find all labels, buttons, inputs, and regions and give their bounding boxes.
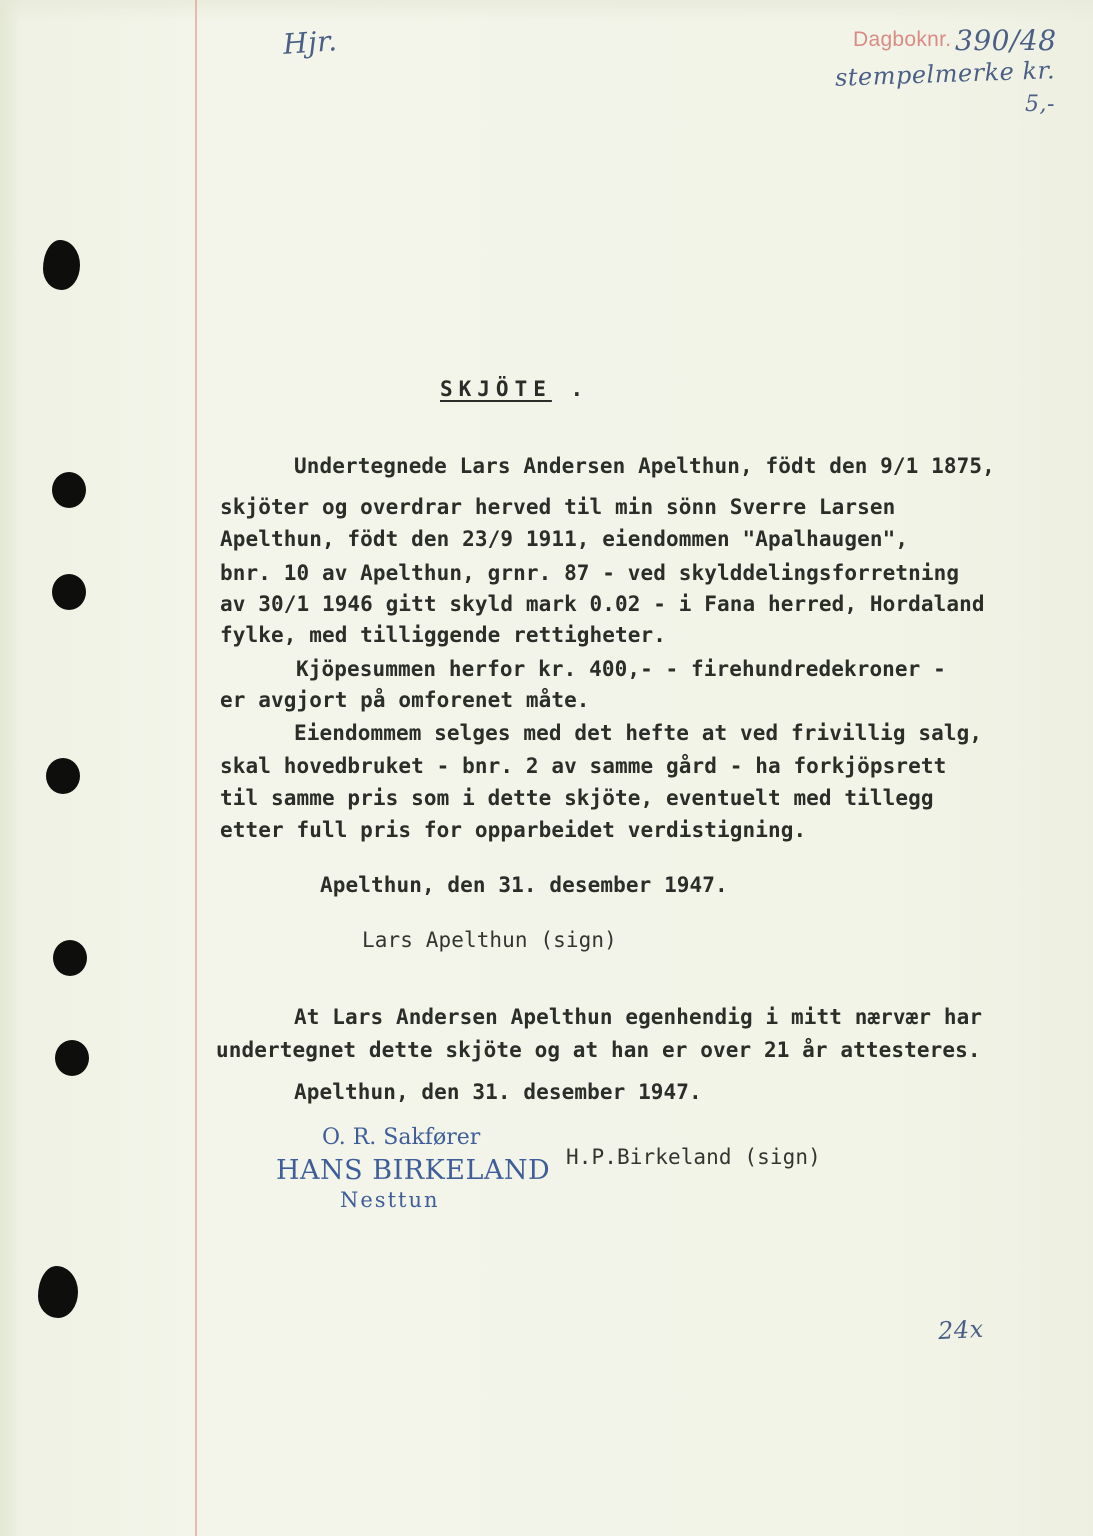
body-line: skal hovedbruket - bnr. 2 av samme gård - ha forkjöpsrett xyxy=(220,754,947,778)
body-line: Eiendommem selges med det hefte at ved frivillig salg, xyxy=(294,721,983,745)
margin-rule xyxy=(195,0,197,1536)
stamp-duty-amount: 5,- xyxy=(1025,92,1055,117)
signature-line: Lars Apelthun (sign) xyxy=(362,928,617,952)
place-date: Apelthun, den 31. desember 1947. xyxy=(294,1080,702,1104)
body-line: skjöter og overdrar herved til min sönn Sverre Larsen xyxy=(220,495,896,519)
page-left-shadow xyxy=(0,0,20,1536)
punch-hole-icon xyxy=(53,940,87,976)
journal-number: 390/48 xyxy=(955,24,1057,57)
body-line: til samme pris som i dette skjöte, eventuelt med tillegg xyxy=(220,786,934,810)
attestation-line: At Lars Andersen Apelthun egenhendig i mitt nærvær har xyxy=(294,1005,983,1029)
punch-hole-icon xyxy=(52,574,86,610)
document-title xyxy=(440,377,589,401)
signature-line: H.P.Birkeland (sign) xyxy=(566,1145,821,1169)
stamp-duty-note: stempelmerke kr. xyxy=(834,56,1056,92)
body-line: etter full pris for opparbeidet verdistigning. xyxy=(220,818,807,842)
body-line: Apelthun, födt den 23/9 1911, eiendommen "Apalhaugen", xyxy=(220,527,909,551)
rubber-stamp-line: Nesttun xyxy=(340,1188,440,1212)
body-line: Kjöpesummen herfor kr. 400,- - firehundredekroner - xyxy=(296,657,946,681)
body-line: Undertegnede Lars Andersen Apelthun, födt den 9/1 1875, xyxy=(294,454,995,478)
place-date: Apelthun, den 31. desember 1947. xyxy=(320,873,728,897)
handwritten-initials: Hjr. xyxy=(281,24,339,61)
document-title-text: SKJÖTE xyxy=(440,377,552,401)
punch-hole-icon xyxy=(46,758,80,794)
punch-hole-icon xyxy=(38,1266,78,1318)
body-line: bnr. 10 av Apelthun, grnr. 87 - ved skylddelingsforretning xyxy=(220,561,960,585)
body-line: fylke, med tilliggende rettigheter. xyxy=(220,623,667,647)
rubber-stamp-line: O. R. Sakfører xyxy=(322,1125,481,1150)
journal-stamp-label: Dagboknr. xyxy=(853,28,952,51)
punch-hole-icon xyxy=(43,240,80,290)
punch-hole-icon xyxy=(55,1040,89,1076)
body-line: er avgjort på omforenet måte. xyxy=(220,688,590,712)
punch-hole-icon xyxy=(52,472,86,508)
rubber-stamp-line: HANS BIRKELAND xyxy=(276,1155,551,1186)
body-line: av 30/1 1946 gitt skyld mark 0.02 - i Fana herred, Hordaland xyxy=(220,592,985,616)
document-title-period: . xyxy=(570,377,590,401)
attestation-line: undertegnet dette skjöte og at han er over 21 år attesteres. xyxy=(216,1038,981,1062)
page-note: 24x xyxy=(937,1314,985,1346)
page-top-shadow xyxy=(0,0,1093,22)
